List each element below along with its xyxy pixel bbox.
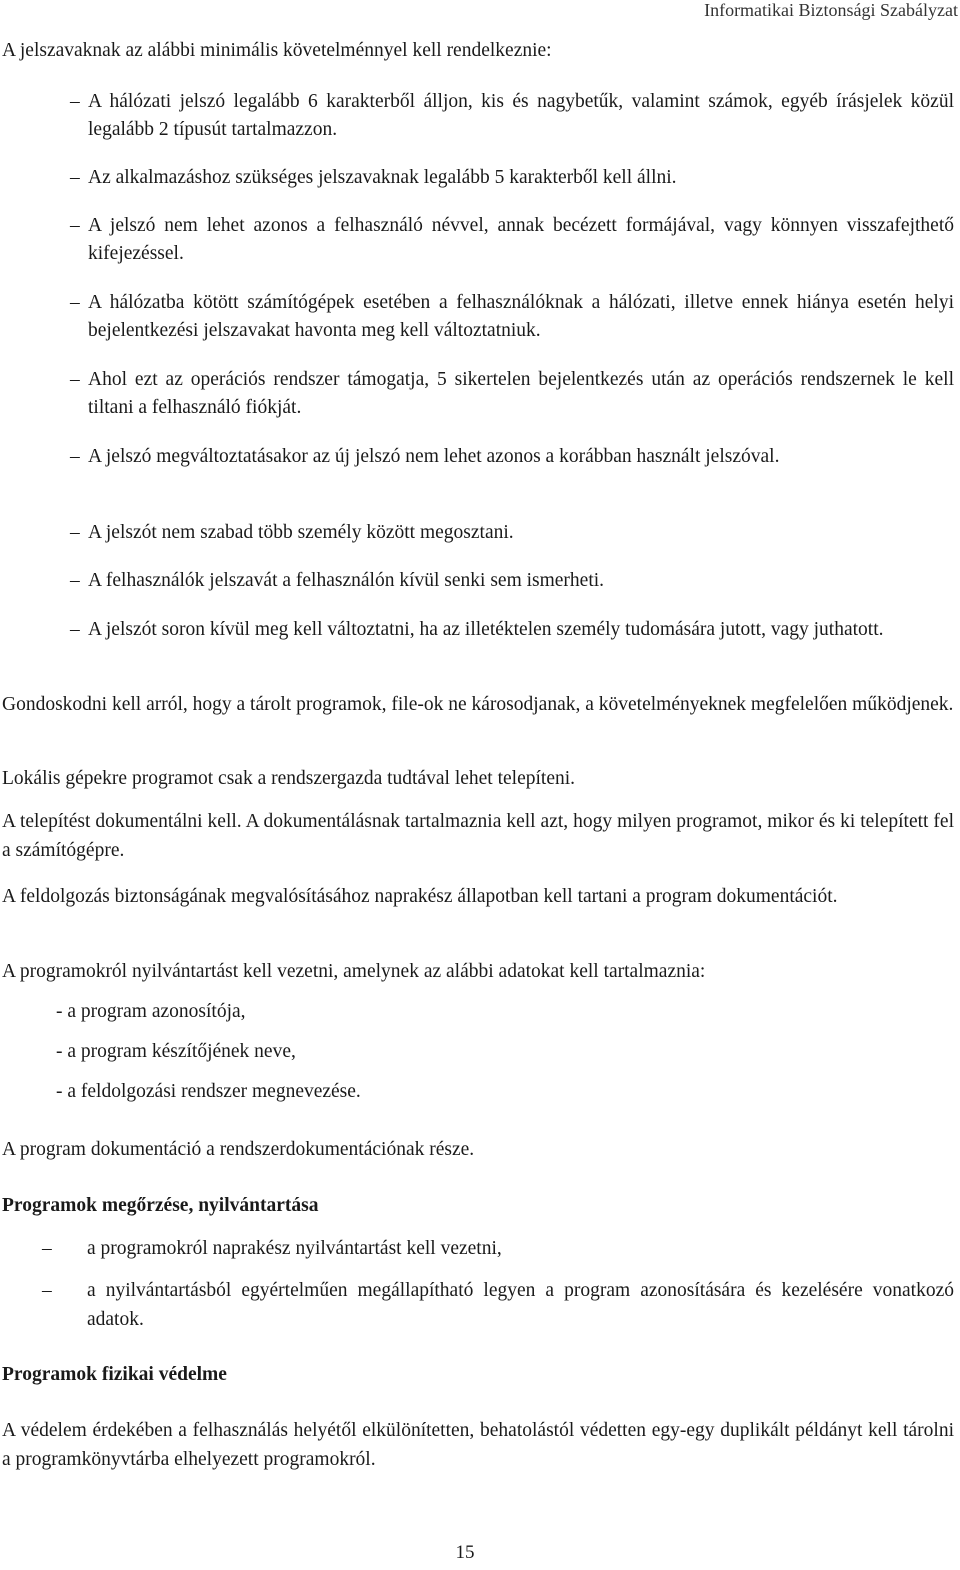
dash-marker: – xyxy=(70,91,80,112)
document-header: Informatikai Biztonsági Szabályzat xyxy=(704,0,958,20)
password-rule xyxy=(70,616,954,644)
dash-marker: – xyxy=(70,369,80,390)
intro-paragraph: A jelszavaknak az alábbi minimális követelménnyel kell rendelkeznie: xyxy=(2,40,552,61)
paragraph-program-registry: A programokról nyilvántartást kell vezetni, amelynek az alábbi adatokat kell tartalmaznia: xyxy=(2,961,706,982)
dash-marker: – xyxy=(70,619,80,640)
password-rule-text: A jelszót nem szabad több személy között megosztani. xyxy=(88,522,514,543)
paragraph-program-docs: A program dokumentáció a rendszerdokumentációnak része. xyxy=(2,1139,475,1160)
password-rule-text: A hálózati jelszó legalább 6 karakterből álljon, kis és nagybetűk, valamint számok, egyéb írásjelek közül legalább 2 típusút tartalmazzon. xyxy=(88,91,954,140)
dash-marker: – xyxy=(70,292,80,313)
dash-marker: – xyxy=(70,570,80,591)
paragraph-integrity: Gondoskodni kell arról, hogy a tárolt programok, file-ok ne károsodjanak, a követelményeknek megfelelően működjenek. xyxy=(2,694,954,715)
dash-marker: – xyxy=(42,1280,52,1301)
password-rule-text: A jelszó megváltoztatásakor az új jelszó nem lehet azonos a korábban használt jelszóval. xyxy=(88,446,780,467)
registry-item: - a feldolgozási rendszer megnevezése. xyxy=(56,1081,361,1102)
registry-item: - a program készítőjének neve, xyxy=(56,1041,296,1062)
password-rule-text: A jelszó nem lehet azonos a felhasználó névvel, annak becézett formájával, vagy könnyen visszafejthető kifejezéssel. xyxy=(88,215,954,264)
password-rule xyxy=(70,164,954,192)
password-rule-text: Az alkalmazáshoz szükséges jelszavaknak legalább 5 karakterből kell állni. xyxy=(88,167,677,188)
password-rule-text: Ahol ezt az operációs rendszer támogatja, 5 sikertelen bejelentkezés után az operációs rendszernek le kell tiltani a felhasználó fiókját. xyxy=(88,369,954,418)
dash-marker: – xyxy=(70,446,80,467)
section-list-item xyxy=(42,1234,954,1263)
password-rule xyxy=(70,519,954,547)
paragraph-local-install: Lokális gépekre programot csak a rendszergazda tudtával lehet telepíteni. xyxy=(2,768,576,789)
password-rule-text: A jelszót soron kívül meg kell változtatni, ha az illetéktelen személy tudomására jutott, vagy juthatott. xyxy=(88,619,884,640)
paragraph-physical-protection: A védelem érdekében a felhasználás helyétől elkülönítetten, behatolástól védetten egy-egy duplikált példányt kell tárolni a programkönyvtárba elhelyezett programokról. xyxy=(2,1420,954,1470)
password-rule xyxy=(70,289,954,345)
section-list-item-text: a programokról naprakész nyilvántartást kell vezetni, xyxy=(87,1238,502,1259)
dash-marker: – xyxy=(42,1238,52,1259)
paragraph-processing-security: A feldolgozás biztonságának megvalósításához naprakész állapotban kell tartani a program dokumentációt. xyxy=(2,886,838,907)
registry-item: - a program azonosítója, xyxy=(56,1001,246,1022)
paragraph-install-docs: A telepítést dokumentálni kell. A dokumentálásnak tartalmaznia kell azt, hogy milyen programot, mikor és ki telepített fel a számítógépre. xyxy=(2,811,954,861)
dash-marker: – xyxy=(70,167,80,188)
page-number: 15 xyxy=(455,1542,475,1563)
section-list-item xyxy=(42,1276,954,1334)
password-rule xyxy=(70,88,954,144)
dash-marker: – xyxy=(70,215,80,236)
password-rule xyxy=(70,366,954,422)
section-heading: Programok fizikai védelme xyxy=(2,1364,227,1385)
password-rule xyxy=(70,567,954,595)
password-rule xyxy=(70,212,954,268)
password-rule-text: A felhasználók jelszavát a felhasználón kívül senki sem ismerheti. xyxy=(88,570,605,591)
password-rule xyxy=(70,443,954,471)
section-list-item-text: a nyilvántartásból egyértelműen megállapítható legyen a program azonosítására és kezelésére vonatkozó adatok. xyxy=(87,1280,954,1330)
dash-marker: – xyxy=(70,522,80,543)
password-rule-text: A hálózatba kötött számítógépek esetében a felhasználóknak a hálózati, illetve ennek hiánya esetén helyi bejelentkezési jelszavakat havonta meg kell változtatniuk. xyxy=(88,292,954,341)
section-heading: Programok megőrzése, nyilvántartása xyxy=(2,1195,319,1216)
